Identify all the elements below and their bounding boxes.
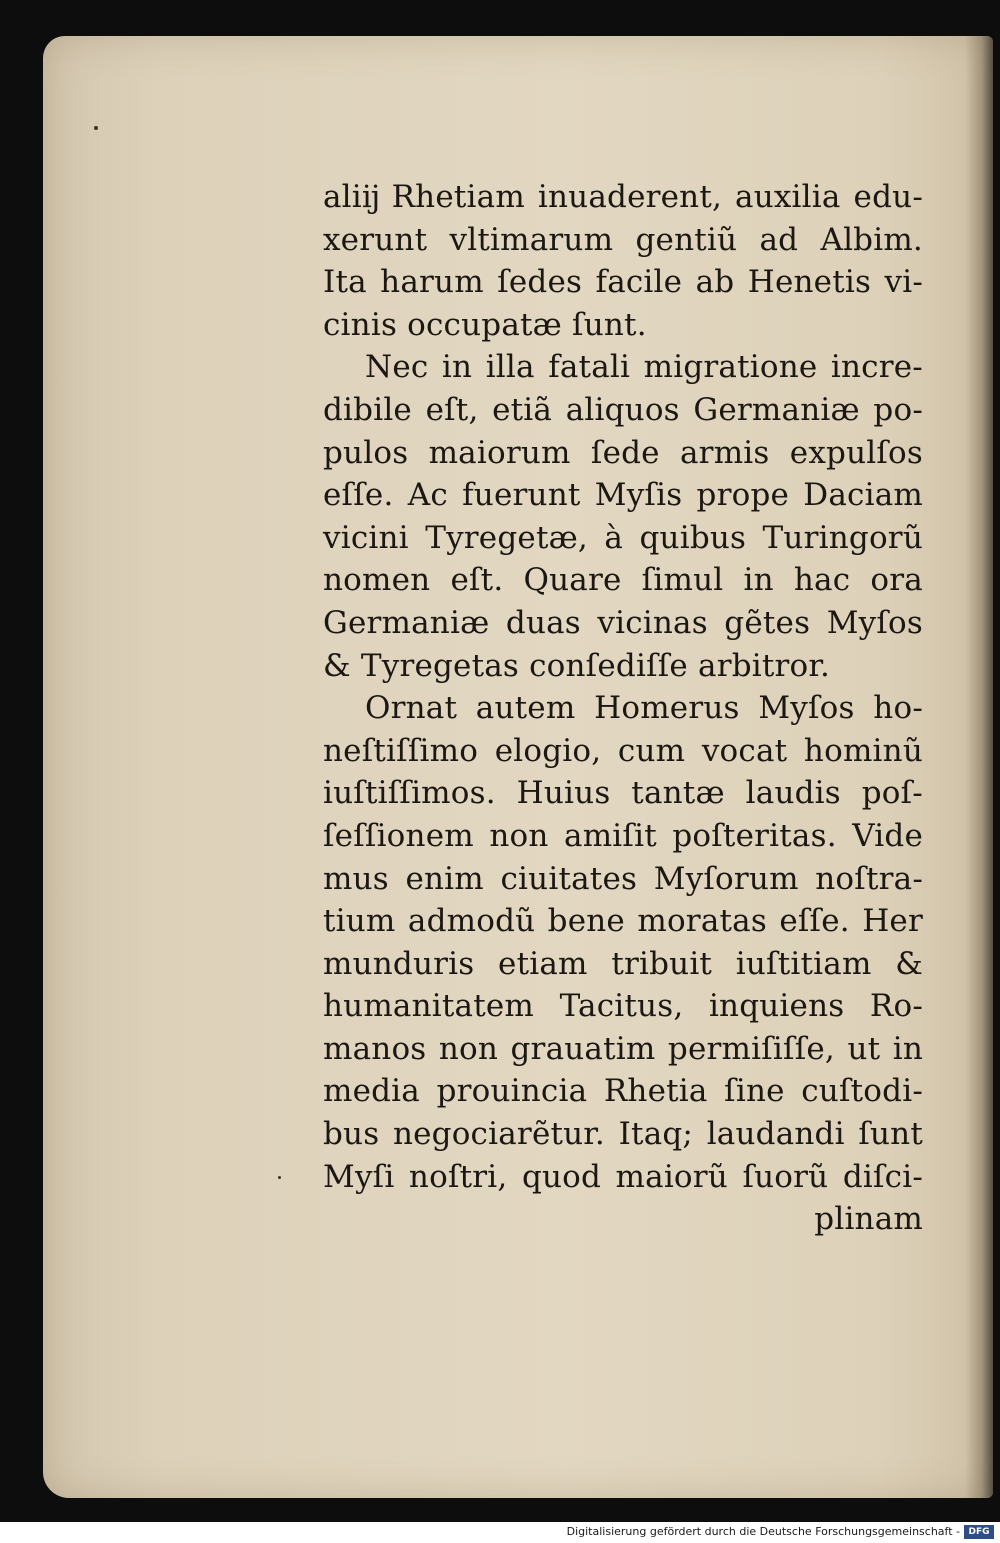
text-line: Germaniæ duas vicinas gẽtes Myſos (323, 604, 923, 641)
text-line: bus negociarẽtur. Itaq; laudandi ſunt (323, 1116, 923, 1153)
text-line: ſeſſionem non amiſit poſteritas. Vide (323, 817, 923, 854)
text-line: tium admodũ bene moratas eſſe. Her (323, 903, 923, 940)
text-line: dibile eſt, etiã aliquos Germaniæ po- (323, 391, 923, 428)
text-line: cinis occupatæ ſunt. (323, 306, 647, 343)
text-line: humanitatem Tacitus, inquiens Ro- (323, 988, 923, 1025)
paper-speck (278, 1176, 281, 1179)
footer-bar (0, 1522, 1000, 1543)
text-line: munduris etiam tribuit iuſtitiam & (323, 945, 923, 982)
text-line: mus enim ciuitates Myſorum noſtra- (323, 860, 923, 897)
text-line: eſſe. Ac fuerunt Myſis prope Daciam (323, 477, 923, 514)
dfg-logo: DFG (964, 1525, 994, 1539)
page-text (323, 176, 923, 1241)
page-edge-shadow (965, 36, 993, 1498)
text-line: neſtiſſimo elogio, cum vocat hominũ (323, 732, 923, 769)
book-page (43, 36, 993, 1498)
text-line: Nec in illa fatali migratione incre- (365, 349, 923, 386)
text-line: nomen eſt. Quare ſimul in hac ora (323, 562, 923, 599)
funding-credit: Digitalisierung gefördert durch die Deutsche Forschungsgemeinschaft - (566, 1525, 960, 1538)
text-line: aliĳ Rhetiam inuaderent, auxilia edu- (323, 179, 923, 215)
text-line: iuſtiſſimos. Huius tantæ laudis poſ- (323, 775, 923, 812)
text-line: xerunt vltimarum gentiũ ad Albim. (323, 221, 923, 258)
text-line: Ornat autem Homerus Myſos ho- (365, 690, 923, 727)
text-line: vicini Tyregetæ, à quibus Turingorũ (323, 519, 923, 556)
text-line: & Tyregetas conſediſſe arbitror. (323, 647, 831, 684)
text-line: pulos maiorum ſede armis expulſos (323, 434, 923, 471)
text-line: manos non grauatim permiſiſſe, ut in (323, 1030, 923, 1067)
catchword: plinam (814, 1201, 923, 1238)
text-line: Myſi noſtri, quod maiorũ ſuorũ diſci- (323, 1158, 923, 1195)
text-line: media prouincia Rhetia ſine cuſtodi- (323, 1073, 923, 1110)
paper-speck (94, 126, 98, 130)
text-line: Ita harum ſedes facile ab Henetis vi- (323, 264, 923, 301)
